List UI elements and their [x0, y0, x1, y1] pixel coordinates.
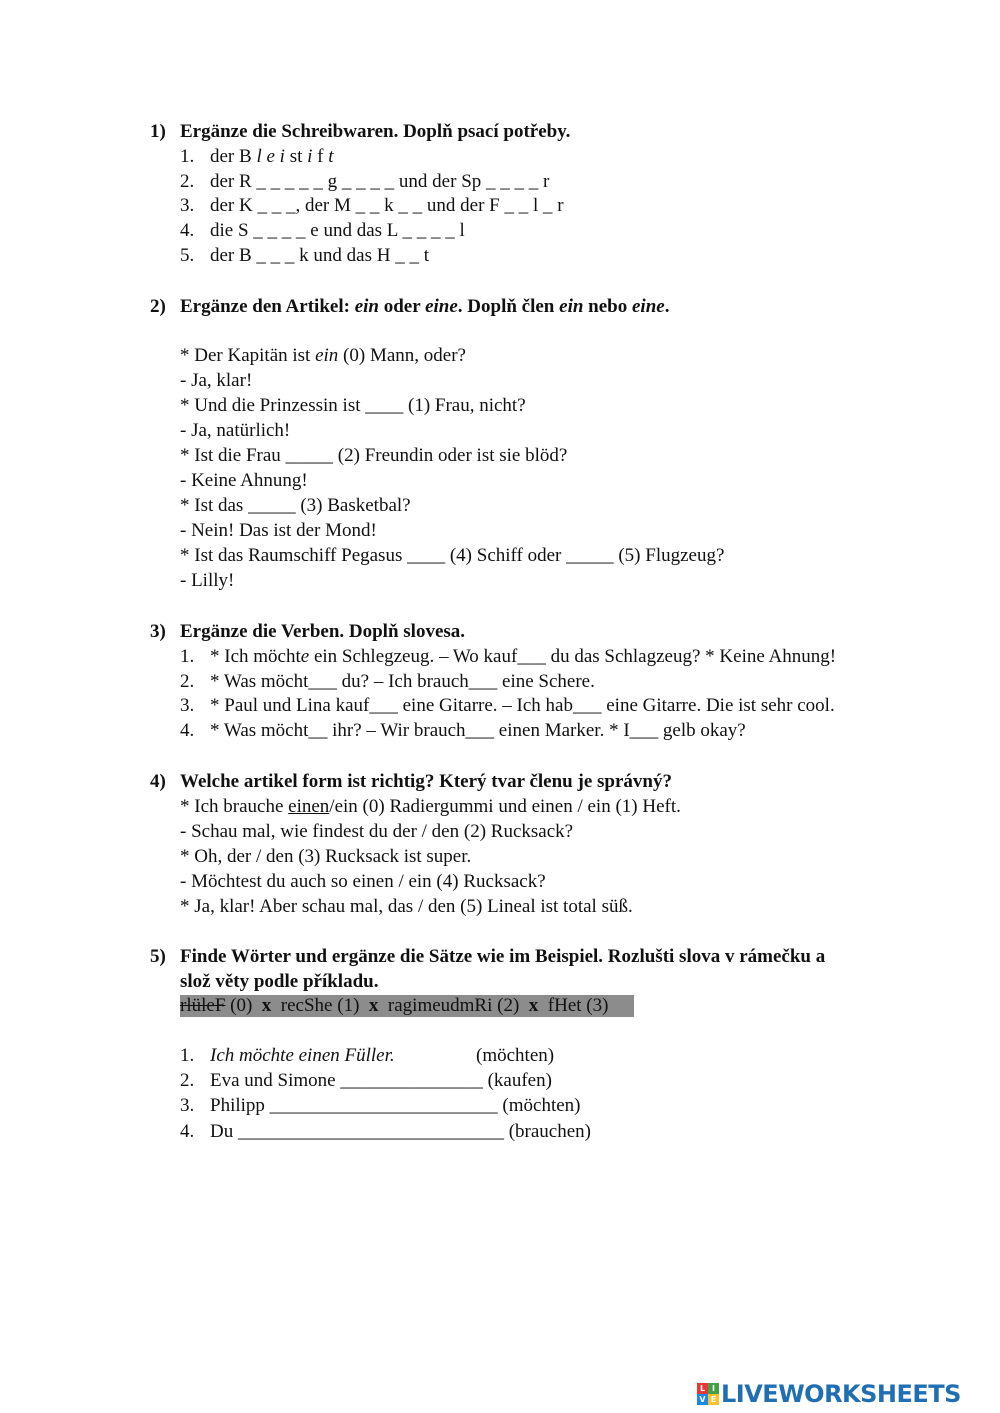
section-5-title-line-1: Finde Wörter und ergänze die Sätze wie im Beispiel. Rozlušti slova v rámečku a: [180, 946, 826, 967]
s1-item-5-number: 5.: [180, 245, 195, 266]
liveworksheets-logo-icon: [697, 1383, 719, 1405]
section-4-number: 4): [150, 771, 166, 792]
s5-item-2-number: 2.: [180, 1070, 195, 1091]
dialog-line: - Lilly!: [180, 570, 235, 591]
s1-item-1-text: der B l e i st i f t: [210, 146, 334, 167]
dialog-line: - Ja, klar!: [180, 370, 253, 391]
s3-item-1-number: 1.: [180, 646, 195, 667]
section-2-title: Ergänze den Artikel: ein oder eine. Doplň člen ein nebo eine.: [180, 296, 670, 317]
s5-item-2-text: Eva und Simone _______________ (kaufen): [210, 1070, 552, 1091]
s1-item-4-text: die S _ _ _ _ e und das L _ _ _ _ l: [210, 220, 465, 241]
dialog-line: - Ja, natürlich!: [180, 420, 291, 441]
s3-item-2-text: * Was möcht___ du? – Ich brauch___ eine Schere.: [210, 671, 595, 692]
logo-letter: E: [708, 1394, 719, 1405]
logo-letter: L: [697, 1383, 708, 1394]
s5-item-1-example: Ich möchte einen Füller.: [210, 1045, 395, 1066]
s5-item-1-verb: (möchten): [476, 1045, 555, 1066]
s4-line: - Schau mal, wie findest du der / den (2) Rucksack?: [180, 821, 574, 842]
section-5-number: 5): [150, 946, 166, 967]
s1-item-1-number: 1.: [180, 146, 195, 167]
s3-item-4-text: * Was möcht__ ihr? – Wir brauch___ einen Marker. * I___ gelb okay?: [210, 720, 746, 741]
s4-line-0: * Ich brauche einen/ein (0) Radiergummi und einen / ein (1) Heft.: [180, 796, 681, 817]
s1-item-3-number: 3.: [180, 195, 195, 216]
s3-item-1-text: * Ich möchte ein Schlegzeug. – Wo kauf___ du das Schlagzeug? * Keine Ahnung!: [210, 646, 837, 667]
s1-item-4-number: 4.: [180, 220, 195, 241]
dialog-line: * Ist die Frau _____ (2) Freundin oder ist sie blöd?: [180, 445, 568, 466]
s3-item-2-number: 2.: [180, 671, 195, 692]
section-3-title: Ergänze die Verben. Doplň slovesa.: [180, 621, 466, 642]
s4-line: * Ja, klar! Aber schau mal, das / den (5) Lineal ist total süß.: [180, 896, 633, 917]
dialog-line-0: * Der Kapitän ist ein (0) Mann, oder?: [180, 345, 466, 366]
dialog-line: * Ist das _____ (3) Basketbal?: [180, 495, 411, 516]
s5-item-3-number: 3.: [180, 1095, 195, 1116]
dialog-line: * Ist das Raumschiff Pegasus ____ (4) Schiff oder _____ (5) Flugzeug?: [180, 545, 725, 566]
section-2-number: 2): [150, 296, 166, 317]
dialog-line: * Und die Prinzessin ist ____ (1) Frau, nicht?: [180, 395, 526, 416]
section-1-title: Ergänze die Schreibwaren. Doplň psací potřeby.: [180, 121, 571, 142]
s1-item-5-text: der B _ _ _ k und das H _ _ t: [210, 245, 430, 266]
s1-item-3-text: der K _ _ _, der M _ _ k _ _ und der F _ _ l _ r: [210, 195, 564, 216]
s1-item-2-number: 2.: [180, 171, 195, 192]
section-1-number: 1): [150, 121, 166, 142]
logo-letter: I: [708, 1383, 719, 1394]
s4-line: * Oh, der / den (3) Rucksack ist super.: [180, 846, 472, 867]
dialog-line: - Nein! Das ist der Mond!: [180, 520, 377, 541]
s5-item-1-number: 1.: [180, 1045, 195, 1066]
section-4-title: Welche artikel form ist richtig? Který tvar členu je správný?: [180, 771, 672, 792]
section-5-title-line-2: slož věty podle příkladu.: [180, 971, 379, 992]
s5-item-4-number: 4.: [180, 1121, 195, 1142]
scrambled-word-box: rlüleF (0) x recShe (1) x ragimeudmRi (2) x fHet (3): [180, 995, 634, 1017]
crossed-example-word: rlüleF: [180, 995, 226, 1016]
s4-line: - Möchtest du auch so einen / ein (4) Rucksack?: [180, 871, 546, 892]
s1-item-2-text: der R _ _ _ _ _ g _ _ _ _ und der Sp _ _ _ _ r: [210, 171, 550, 192]
s5-item-3-text: Philipp ________________________ (möchten): [210, 1095, 581, 1116]
dialog-line: - Keine Ahnung!: [180, 470, 308, 491]
liveworksheets-logo: [697, 1381, 961, 1407]
s3-item-3-number: 3.: [180, 695, 195, 716]
logo-letter: V: [697, 1394, 708, 1405]
s3-item-3-text: * Paul und Lina kauf___ eine Gitarre. – Ich hab___ eine Gitarre. Die ist sehr cool.: [210, 695, 835, 716]
s5-item-4-text: Du ____________________________ (brauchen): [210, 1121, 592, 1142]
logo-text: LIVEWORKSHEETS: [721, 1380, 961, 1408]
s3-item-4-number: 4.: [180, 720, 195, 741]
section-3-number: 3): [150, 621, 166, 642]
